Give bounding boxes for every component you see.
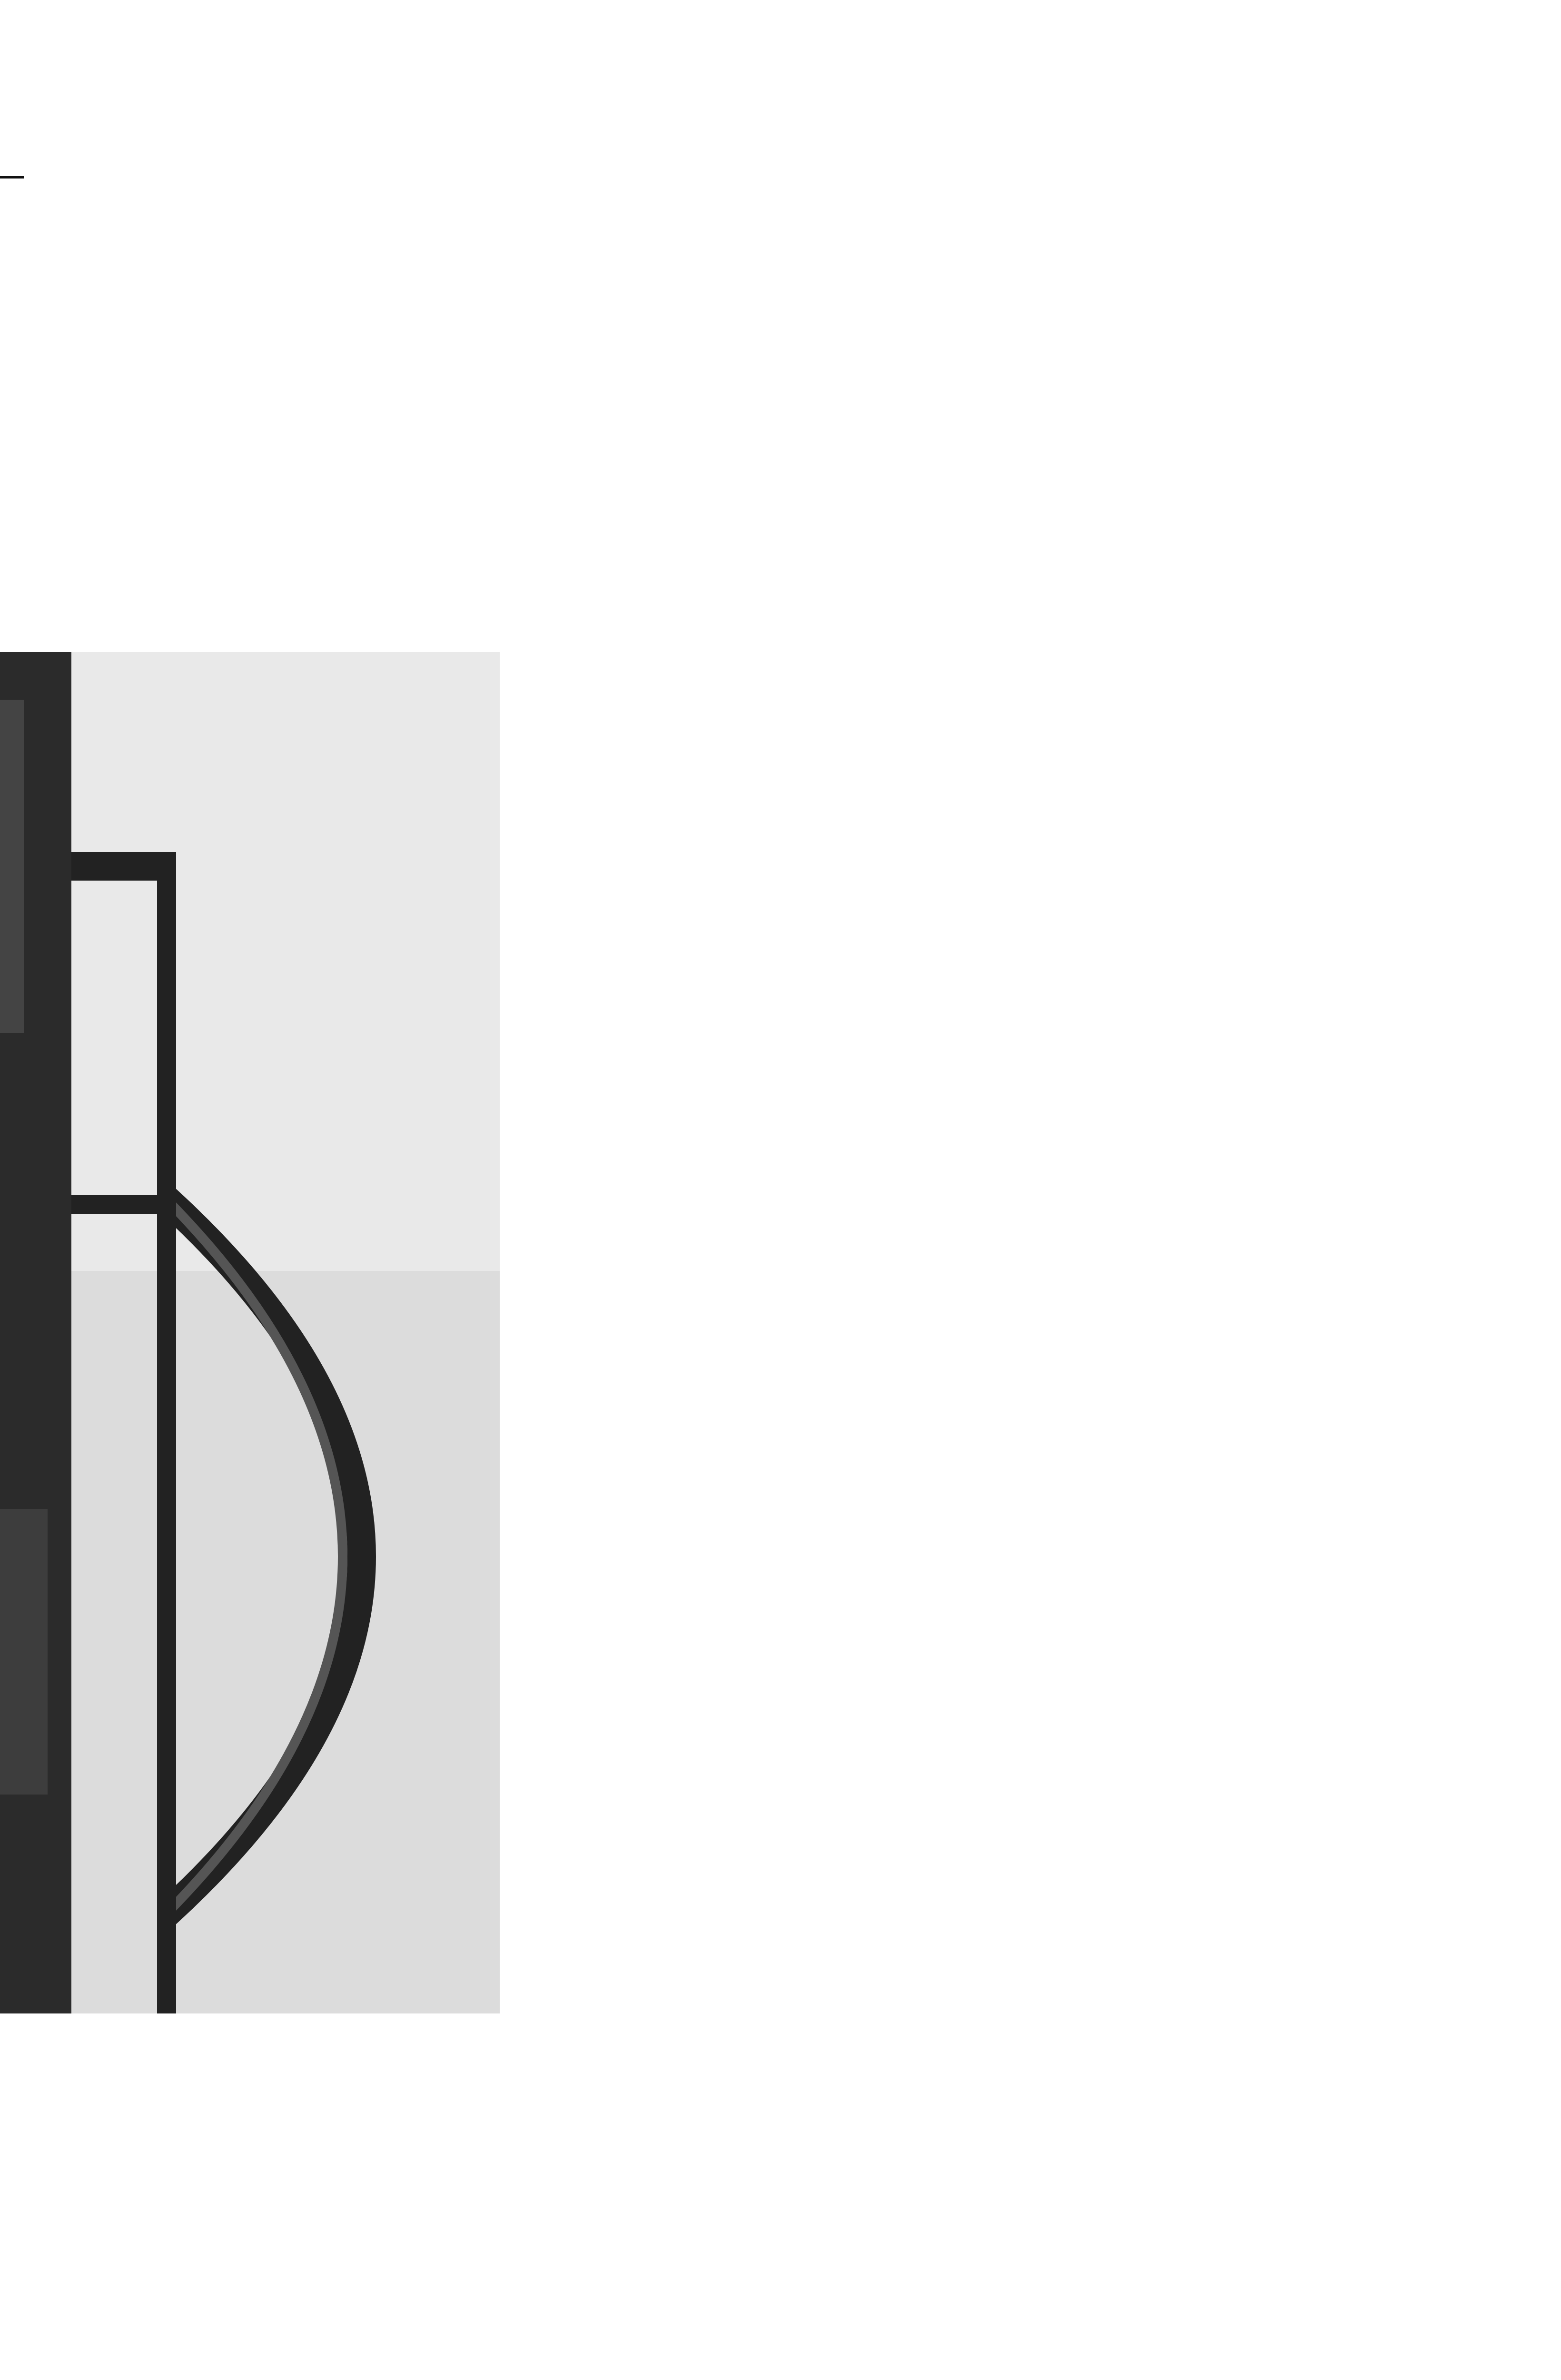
article-frame [0, 176, 24, 2092]
bridge-photo-image [0, 652, 500, 2013]
newspaper-clipping [0, 176, 500, 2275]
bridge-photo [0, 652, 500, 2013]
